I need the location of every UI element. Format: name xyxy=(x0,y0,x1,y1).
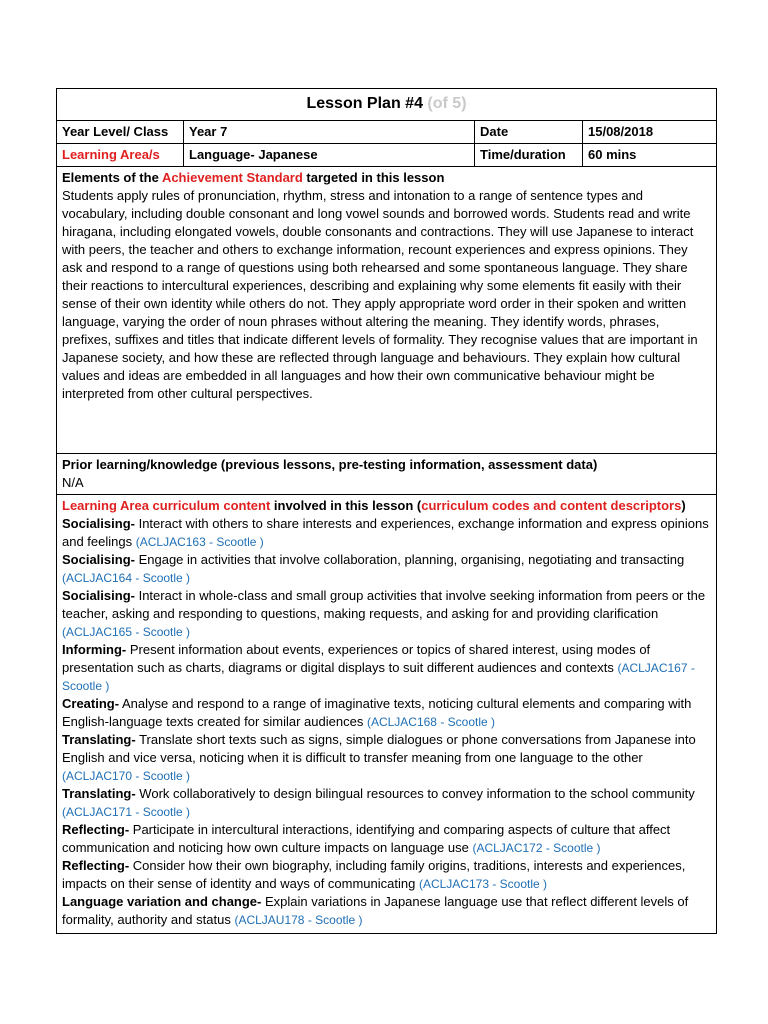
curriculum-item-strand: Translating- xyxy=(62,786,136,801)
curriculum-code-link[interactable]: (ACLJAC167 - Scootle ) xyxy=(62,661,695,693)
curriculum-item-descriptor: Participate in intercultural interactions, identifying and comparing aspects of culture that affect communication and noticing how own culture impacts on language use xyxy=(62,822,671,855)
curriculum-item xyxy=(62,785,711,821)
learning-area-value: Language- Japanese xyxy=(184,144,475,167)
curriculum-heading-mid: involved in this lesson ( xyxy=(270,498,422,513)
curriculum-item xyxy=(62,731,711,785)
curriculum-item-strand: Socialising- xyxy=(62,552,135,567)
curriculum-code-link[interactable]: (ACLJAC172 - Scootle ) xyxy=(472,841,601,855)
date-label: Date xyxy=(475,121,583,144)
curriculum-item xyxy=(62,821,711,857)
curriculum-code-link[interactable]: (ACLJAC164 - Scootle ) xyxy=(62,571,191,585)
curriculum-item-strand: Socialising- xyxy=(62,588,135,603)
heading-post: targeted in this lesson xyxy=(302,170,445,185)
curriculum-item-descriptor: Present information about events, experiences or topics of shared interest, using modes of presentation such as charts, diagrams or digital displays to suit different audiences and contexts xyxy=(62,642,651,675)
curriculum-item-strand: Reflecting- xyxy=(62,822,130,837)
year-level-value: Year 7 xyxy=(184,121,475,144)
achievement-standard-heading xyxy=(62,169,711,187)
lesson-plan-table xyxy=(56,88,717,934)
curriculum-item-descriptor: Translate short texts such as signs, simple dialogues or phone conversations from Japanese into English and vice versa, noticing when it is difficult to transfer meaning from one language to the other xyxy=(62,732,696,765)
time-duration-label: Time/duration xyxy=(475,144,583,167)
curriculum-item-strand: Creating- xyxy=(62,696,120,711)
curriculum-item xyxy=(62,695,711,731)
curriculum-code-link[interactable]: (ACLJAC171 - Scootle ) xyxy=(62,805,191,819)
year-level-label: Year Level/ Class xyxy=(57,121,184,144)
curriculum-heading-end: ) xyxy=(681,498,686,513)
curriculum-item xyxy=(62,641,711,695)
heading-pre: Elements of the xyxy=(62,170,162,185)
achievement-standard-term: Achievement Standard xyxy=(161,170,303,185)
curriculum-code-link[interactable]: (ACLJAC170 - Scootle ) xyxy=(62,769,191,783)
curriculum-content-section xyxy=(57,495,717,934)
curriculum-item xyxy=(62,893,711,929)
curriculum-code-link[interactable]: (ACLJAC173 - Scootle ) xyxy=(418,877,548,891)
curriculum-item xyxy=(62,551,711,587)
curriculum-heading-red: Learning Area curriculum content xyxy=(62,498,271,513)
curriculum-code-link[interactable]: (ACLJAC163 - Scootle ) xyxy=(135,535,264,549)
curriculum-code-link[interactable]: (ACLJAC165 - Scootle ) xyxy=(62,625,191,639)
curriculum-code-link[interactable]: (ACLJAC168 - Scootle ) xyxy=(366,715,496,729)
curriculum-item-descriptor: Work collaboratively to design bilingual resources to convey information to the school community xyxy=(135,786,695,801)
curriculum-item-descriptor: Interact with others to share interests and experiences, exchange information and express opinions and feelings xyxy=(62,516,709,549)
curriculum-item-descriptor: Analyse and respond to a range of imaginative texts, noticing cultural elements and comparing with English-language texts created for similar audiences xyxy=(62,696,692,729)
achievement-standard-text: Students apply rules of pronunciation, rhythm, stress and intonation to a range of sentence types and vocabulary, including double consonant and long vowel sounds and borrowed words. Students read and write hiragana, including elongated vowels, double consonants and contractions. They will use Japanese to interact with peers, the teacher and others to exchange information, recount experiences and express opinions. They ask and respond to a range of questions using both rehearsed and some spontaneous language. They share their reactions to intercultural experiences, describing and explaining why some elements fit easily with their sense of their own identity while others do not. They apply appropriate word order in their spoken and written language, varying the order of noun phrases without altering the meaning. They identify words, phrases, prefixes, suffixes and titles that indicate different levels of formality. They recognise values that are important in Japanese society, and how these are reflected through language and behaviours. They explain how cultural values and ideas are embedded in all languages and how their own communicative behaviour might be interpreted from other cultural perspectives. xyxy=(62,188,698,401)
prior-learning-section xyxy=(57,454,717,495)
curriculum-item-descriptor: Consider how their own biography, including family origins, traditions, interests and experiences, impacts on their sense of identity and ways of communicating xyxy=(62,858,686,891)
lesson-plan-page xyxy=(56,88,716,934)
curriculum-item xyxy=(62,515,711,551)
prior-learning-heading: Prior learning/knowledge (previous lessons, pre-testing information, assessment data) xyxy=(62,457,598,472)
lesson-plan-title xyxy=(57,89,717,121)
curriculum-code-link[interactable]: (ACLJAU178 - Scootle ) xyxy=(234,913,363,927)
curriculum-item-strand: Informing- xyxy=(62,642,127,657)
curriculum-item-strand: Translating- xyxy=(62,732,136,747)
title-main: Lesson Plan #4 xyxy=(306,95,423,112)
curriculum-item-strand: Language variation and change- xyxy=(62,894,262,909)
curriculum-item-descriptor: Engage in activities that involve collaboration, planning, organising, negotiating and transacting xyxy=(134,552,685,567)
curriculum-item xyxy=(62,587,711,641)
curriculum-item-strand: Reflecting- xyxy=(62,858,130,873)
curriculum-item-descriptor: Interact in whole-class and small group activities that involve seeking information from peers or the teacher, asking and responding to questions, making requests, and asking for and providing clarification xyxy=(62,588,706,621)
curriculum-item xyxy=(62,857,711,893)
achievement-standard-section xyxy=(57,167,717,454)
curriculum-item-descriptor: Explain variations in Japanese language use that reflect different levels of formality, authority and status xyxy=(62,894,689,927)
curriculum-content-heading xyxy=(62,497,711,515)
title-of-count: (of 5) xyxy=(427,95,467,112)
curriculum-heading-codes: curriculum codes and content descriptors xyxy=(421,498,682,513)
prior-learning-value: N/A xyxy=(62,475,84,490)
time-duration-value: 60 mins xyxy=(583,144,717,167)
curriculum-list xyxy=(62,515,711,929)
date-value: 15/08/2018 xyxy=(583,121,717,144)
learning-area-label: Learning Area/s xyxy=(57,144,184,167)
curriculum-item-strand: Socialising- xyxy=(62,516,135,531)
